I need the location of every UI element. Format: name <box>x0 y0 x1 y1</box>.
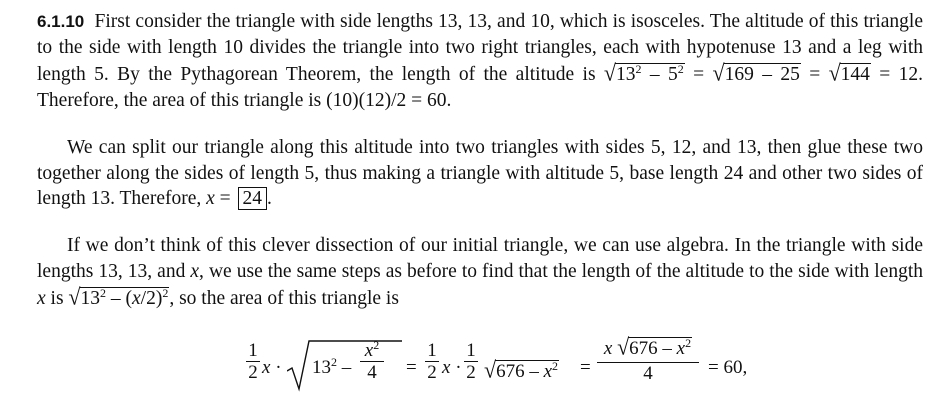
equals-1: = <box>684 64 705 85</box>
area-equation: 1 2 x · $13^2$ – $x^2$ 4 = 1 2 x · 1 2 $√676 - x^2$ = x $√676 - x^2$ 4 = 60, <box>240 337 720 401</box>
equation-result: = 60, <box>708 357 748 378</box>
fraction-one-half: 1 2 <box>246 341 260 384</box>
fraction-x-squared-over-4: $x^2$ 4 <box>360 341 384 384</box>
p1-intro: First consider the triangle with side lengths 13, 13, and 10, which is isosceles. The altitude of this triangle to the side with length 10 divides the triangle into two right triangles, each with hypotenuse 13 and a leg with length 5. By the Pythagorean Theorem, the length of the altitude is <box>37 11 924 85</box>
p3-text-a: If we don’t think of this clever dissection of our initial triangle, we can use algebra. In the triangle with side lengths 13, 13, and <box>37 235 923 282</box>
sqrt-altitude-expression: $√13^2 - (x/2)^2$ <box>68 283 169 310</box>
paragraph-1: 6.1.10 First consider the triangle with side lengths 13, 13, and 10, which is isosceles. The altitude of this triangle to the side with length 10 divides the triangle into two right triangles, each with hypotenuse 13 and a leg with length 5. By the Pythagorean Theorem, the length of the altitude is $√13^2 - 5^2 = √169 - 25 = √144 = 12$. Therefore, the area of this triangle is (10)(12)/2 = 60. <box>37 11 924 111</box>
p1-tail: = 12. Therefore, the area of this triangle is (10)(12)/2 = 60. <box>37 64 924 111</box>
sqrt-676-minus-x-squared: $√676 - x^2$ <box>484 356 559 383</box>
problem-number: 6.1.10 <box>37 12 85 31</box>
sqrt-169-25: √169 – 25 <box>712 59 800 86</box>
answer-box: 24 <box>238 187 268 210</box>
paragraph-2: We can split our triangle along this altitude into two triangles with sides 5, 12, and 13, then glue these two together along the sides of length 5, thus making a triangle with altitude 5, base length 24 and other two sides of length 13. Therefore, x = 24 . <box>37 137 923 209</box>
fraction-final: x $√676 - x^2$ 4 <box>597 337 699 385</box>
var-x: x <box>206 188 215 209</box>
paragraph-3: If we don’t think of this clever dissection of our initial triangle, we can use algebra. In the triangle with side lengths 13, 13, and x, we use the same steps as before to find that the length of the altitude to the side with length x is $√13^2 - (x/2)^2$, so the area of this triangle is <box>37 235 924 310</box>
p2-text: We can split our triangle along this altitude into two triangles with sides 5, 12, and 13, then glue these two together along the sides of length 5, thus making a triangle with altitude 5, base length 24 and other two sides of length 13. Therefore, <box>37 137 923 209</box>
sqrt-13sq-5sq: $√13^2 - 5^2$ <box>603 59 684 86</box>
sqrt-144: √144 <box>828 59 870 86</box>
